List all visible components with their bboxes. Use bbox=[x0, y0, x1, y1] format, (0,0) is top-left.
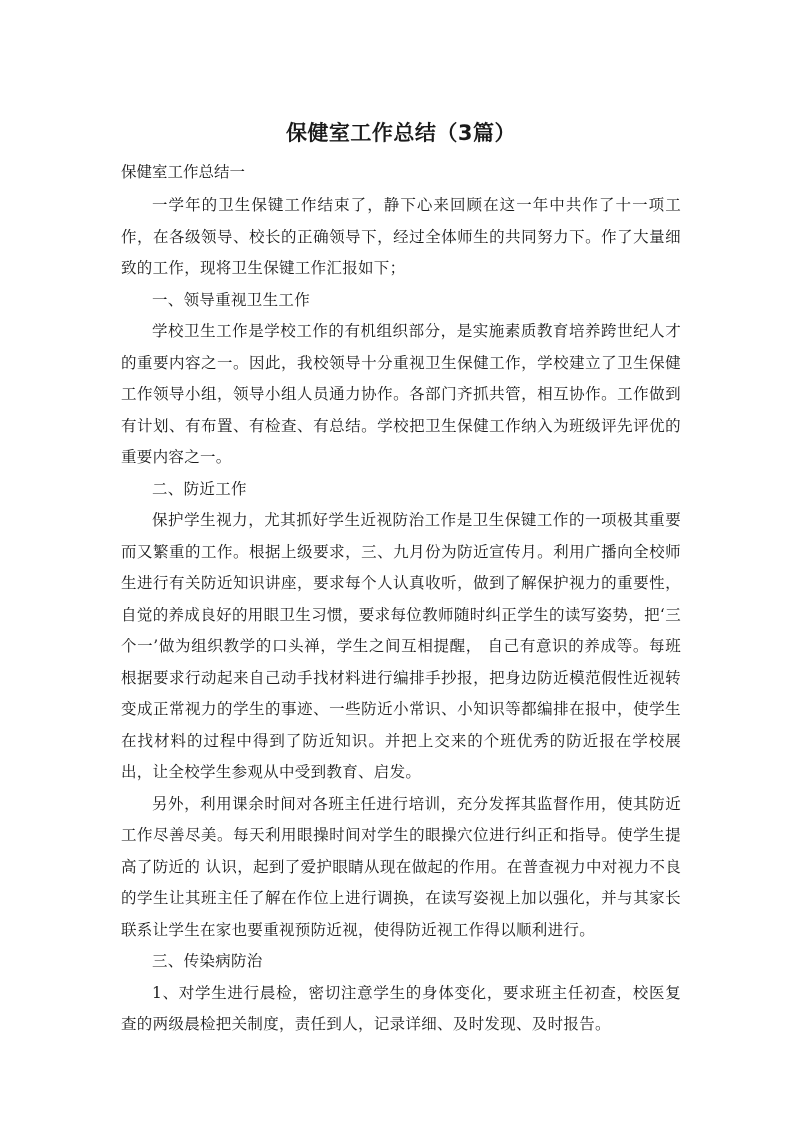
heading-leadership: 一、领导重视卫生工作 bbox=[152, 290, 311, 309]
paragraph-morning-check: 1、对学生进行晨检，密切注意学生的身体变化，要求班主任初查，校医复查的两级晨检把关制度，责任到人，记录详细、及时发现、及时报告。 bbox=[121, 983, 681, 1033]
paragraph-leadership: 学校卫生工作是学校工作的有机组织部分，是实施素质教育培养跨世纪人才的重要内容之一。因此，我校领导十分重视卫生保健工作，学校建立了卫生保健工作领导小组，领导小组人员通力协作。各部门齐抓共管，相互协作。工作做到有计划、有布置、有检查、有总结。学校把卫生保健工作纳入为班级评先评优的重要内容之一。 bbox=[121, 322, 681, 466]
paragraph-myopia: 保护学生视力，尤其抓好学生近视防治工作是卫生保键工作的一项极其重要而又繁重的工作。根据上级要求，三、九月份为防近宣传月。利用广播向全校师生进行有关防近知识讲座，要求每个人认真收听，做到了解保护视力的重要性，自觉的养成良好的用眼卫生习惯，要求每位教师随时纠正学生的读写姿势，把‘三个一’做为组织教学的口头禅，学生之间互相提醒， 自己有意识的养成等。每班根据要求行动起来自己动手找材料进行编排手抄报，把身边防近模范假性近视转变成正常视力的学生的事迹、一些防近小常识、小知识等都编排在报中，使学生在找材料的过程中得到了防近知识。并把上交来的个班优秀的防近报在学校展出，让全校学生参观从中受到教育、启发。 bbox=[121, 511, 681, 781]
heading-infectious-disease: 三、传染病防治 bbox=[152, 952, 263, 970]
document-page bbox=[121, 118, 681, 1041]
document-title: 保健室工作总结（3篇） bbox=[285, 121, 517, 145]
paragraph-myopia-extra: 另外，利用课余时间对各班主任进行培训，充分发挥其监督作用，使其防近工作尽善尽美。每天利用眼操时间对学生的眼操穴位进行纠正和指导。使学生提高了防近的 认识，起到了爱护眼睛从现在做起的作用。在普查视力中对视力不良的学生让其班主任了解在作位上进行调换，在读写姿视上加以强化，并与其家长联系让学生在家也要重视预防近视，使得防近视工作得以顺利进行。 bbox=[121, 794, 681, 939]
heading-myopia: 二、防近工作 bbox=[152, 479, 247, 498]
paragraph-intro: 一学年的卫生保键工作结束了，静下心来回顾在这一年中共作了十一项工作，在各级领导、校长的正确领导下，经过全体师生的共同努力下。作了大量细致的工作，现将卫生保键工作汇报如下； bbox=[121, 196, 681, 277]
section-subtitle: 保健室工作总结一 bbox=[121, 163, 246, 181]
